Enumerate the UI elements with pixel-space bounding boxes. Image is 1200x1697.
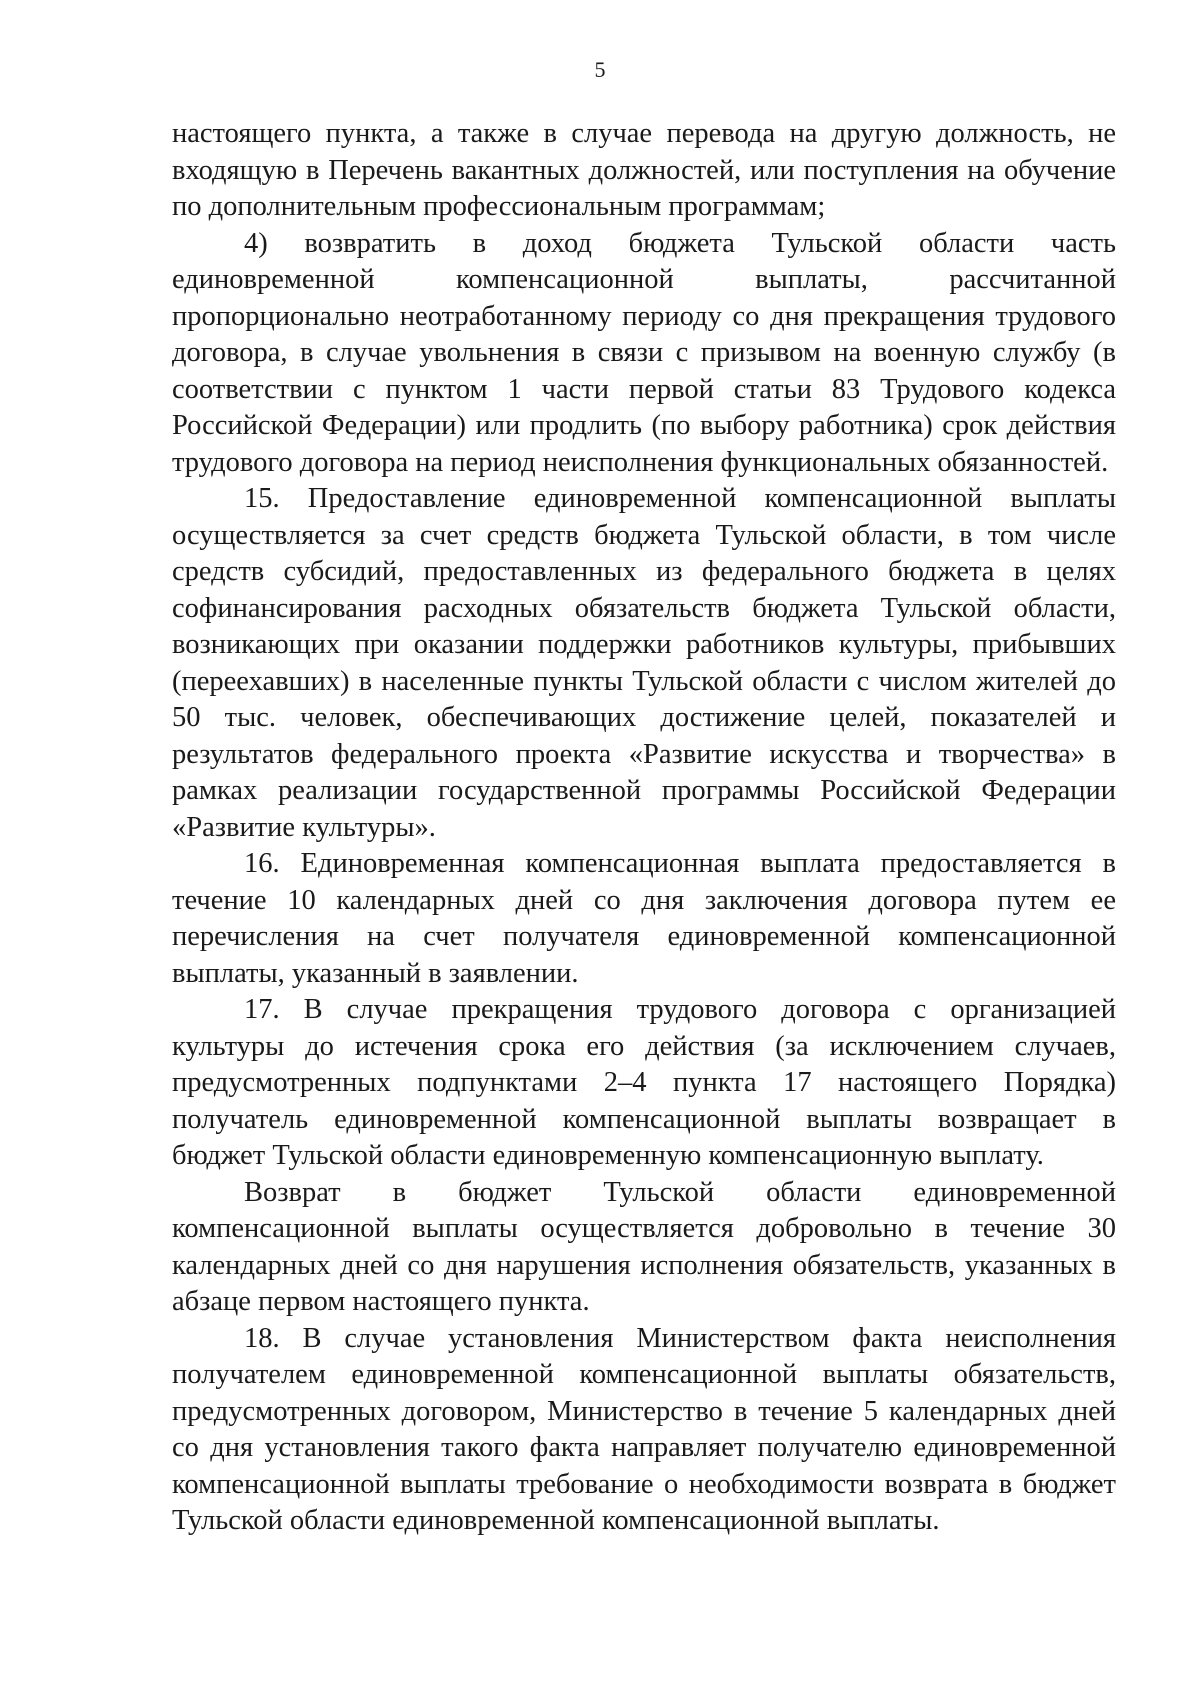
paragraph-clause-18: 18. В случае установления Министерством факта неисполнения получателем единовременной компенсационной выплаты обязательств, предусмотренных договором, Министерство в течение 5 календарных дней со дня установления такого факта направляет получателю единовременной компенсационной выплаты требование о необходимости возврата в бюджет Тульской области единовременной компенсационной выплаты. [172,1322,1116,1536]
page-number: 5 [594,57,606,82]
paragraph-item-4: 4) возвратить в доход бюджета Тульской области часть единовременной компенсационной выплаты, рассчитанной пропорционально неотработанному периоду со дня прекращения трудового договора, в случае увольнения в связи с призывом на военную службу (в соответствии с пунктом 1 части первой статьи 83 Трудового кодекса Российской Федерации) или продлить (по выбору работника) срок действия трудового договора на период неисполнения функциональных обязанностей. [172,227,1116,478]
document-body [172,116,1116,1540]
paragraph-clause-16: 16. Единовременная компенсационная выплата предоставляется в течение 10 календарных дней со дня заключения договора путем ее перечисления на счет получателя единовременной компенсационной выплаты, указанный в заявлении. [172,848,1116,989]
paragraph-clause-17-return: Возврат в бюджет Тульской области единовременной компенсационной выплаты осуществляется добровольно в течение 30 календарных дней со дня нарушения исполнения обязательств, указанных в абзаце первом настоящего пункта. [172,1176,1116,1317]
paragraph-clause-17: 17. В случае прекращения трудового договора с организацией культуры до истечения срока его действия (за исключением случаев, предусмотренных подпунктами 2–4 пункта 17 настоящего Порядка) получатель единовременной компенсационной выплаты возвращает в бюджет Тульской области единовременную компенсационную выплату. [172,994,1116,1171]
paragraph-continuation: настоящего пункта, а также в случае перевода на другую должность, не входящую в Перечень вакантных должностей, или поступления на обучение по дополнительным профессиональным программам; [172,118,1116,222]
paragraph-clause-15: 15. Предоставление единовременной компенсационной выплаты осуществляется за счет средств бюджета Тульской области, в том числе средств субсидий, предоставленных из федерального бюджета в целях софинансирования расходных обязательств бюджета Тульской области, возникающих при оказании поддержки работников культуры, прибывших (переехавших) в населенные пункты Тульской области с числом жителей до 50 тыс. человек, обеспечивающих достижение целей, показателей и результатов федерального проекта «Развитие искусства и творчества» в рамках реализации государственной программы Российской Федерации «Развитие культуры». [172,483,1116,843]
